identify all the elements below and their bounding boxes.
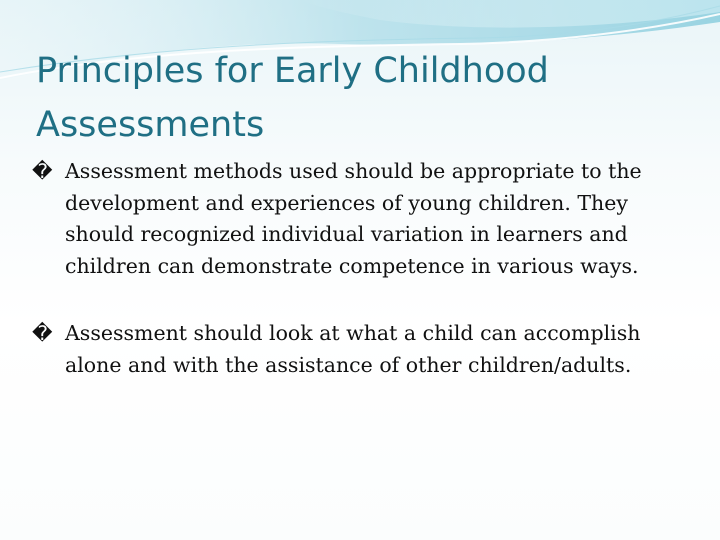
slide-body: [32, 156, 692, 417]
bullet-glyph-icon: �: [32, 159, 53, 183]
bullet-glyph-icon: �: [32, 321, 53, 345]
bullet-item: [32, 318, 692, 381]
bullet-item: [32, 156, 692, 282]
bullet-text: Assessment methods used should be appropriate to the development and experiences of young children. They should recognized individual variation in learners and children can demonstrate competence in various ways.: [65, 159, 642, 278]
bullet-text: Assessment should look at what a child can accomplish alone and with the assistance of other children/adults.: [65, 321, 641, 377]
slide-title: Principles for Early Childhood Assessments: [36, 51, 549, 145]
